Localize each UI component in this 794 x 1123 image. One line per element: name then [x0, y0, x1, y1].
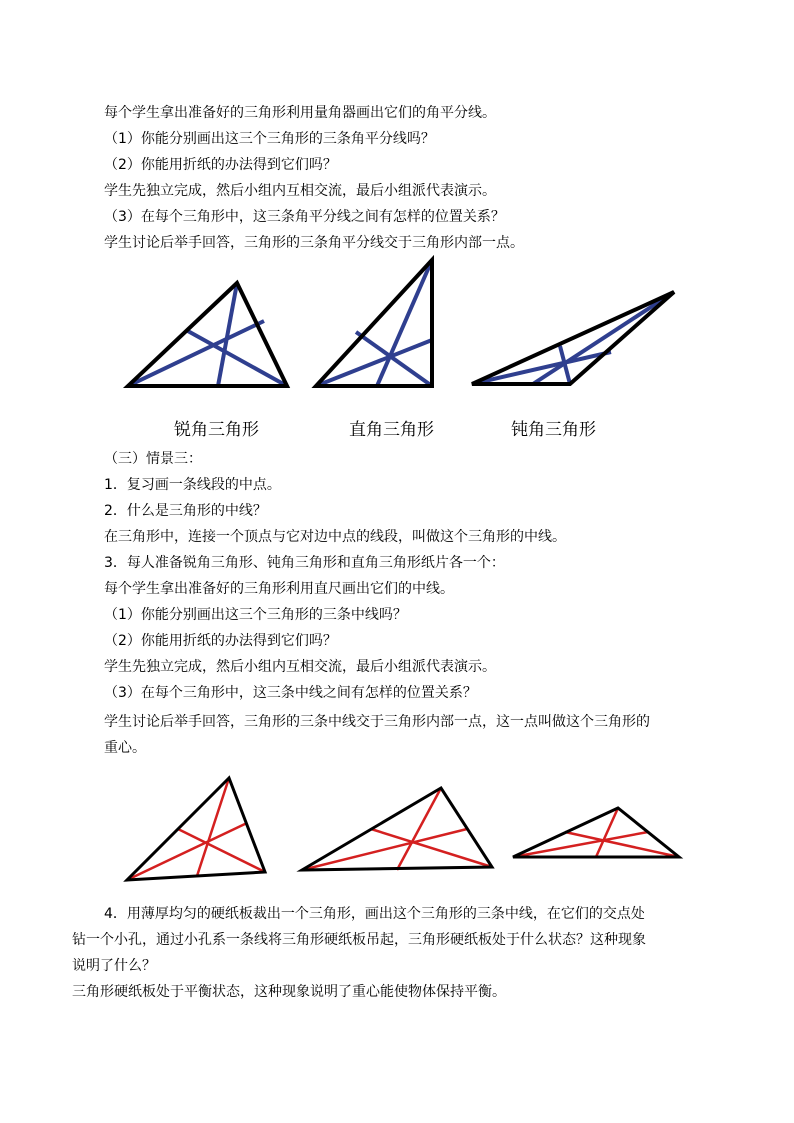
- question-2-median: （2）你能用折纸的办法得到它们吗？: [104, 633, 337, 649]
- question-3-median: （3）在每个三角形中，这三条中线之间有怎样的位置关系？: [104, 685, 477, 701]
- text-intro-bisector: 每个学生拿出准备好的三角形利用量角器画出它们的角平分线。: [104, 105, 496, 121]
- median-definition: 在三角形中，连接一个顶点与它对边中点的线段，叫做这个三角形的中线。: [104, 529, 566, 545]
- question-1-bisector: （1）你能分别画出这三个三角形的三条角平分线吗？: [104, 131, 435, 147]
- item-2-median-question: 2．什么是三角形的中线？: [104, 503, 267, 519]
- triangle-1-medians: [127, 778, 265, 880]
- answer-3-bisector: 学生讨论后举手回答，三角形的三条角平分线交于三角形内部一点。: [104, 235, 524, 251]
- question-1-median: （1）你能分别画出这三个三角形的三条中线吗？: [104, 607, 407, 623]
- section-heading-scenario-3: （三）情景三：: [104, 451, 202, 467]
- item-1-midpoint: 1．复习画一条线段的中点。: [104, 477, 281, 493]
- caption-obtuse-triangle: 钝角三角形: [511, 420, 596, 440]
- text-group-exchange: 学生先独立完成，然后小组内互相交流，最后小组派代表演示。: [104, 183, 496, 199]
- text-intro-median: 每个学生拿出准备好的三角形利用直尺画出它们的中线。: [104, 581, 454, 597]
- triangle-3-medians: [513, 808, 679, 857]
- question-2-bisector: （2）你能用折纸的办法得到它们吗？: [104, 157, 337, 173]
- item-4-line-3: 说明了什么？: [72, 958, 156, 974]
- caption-right-triangle: 直角三角形: [349, 420, 434, 440]
- triangle-2-medians: [302, 788, 492, 870]
- answer-balance: 三角形硬纸板处于平衡状态，这种现象说明了重心能使物体保持平衡。: [72, 984, 506, 1000]
- text-group-exchange-2: 学生先独立完成，然后小组内互相交流，最后小组派代表演示。: [104, 659, 496, 675]
- answer-3-median-line-1: 学生讨论后举手回答，三角形的三条中线交于三角形内部一点，这一点叫做这个三角形的: [104, 714, 650, 730]
- question-3-bisector: （3）在每个三角形中，这三条角平分线之间有怎样的位置关系？: [104, 209, 505, 225]
- item-4-line-2: 钻一个小孔，通过小孔系一条线将三角形硬纸板吊起，三角形硬纸板处于什么状态？这种现象: [72, 932, 646, 948]
- item-4-line-1: 4．用薄厚均匀的硬纸板裁出一个三角形，画出这个三角形的三条中线，在它们的交点处: [104, 906, 645, 922]
- caption-acute-triangle: 锐角三角形: [174, 420, 259, 440]
- item-3-prepare: 3．每人准备锐角三角形、钝角三角形和直角三角形纸片各一个：: [104, 555, 505, 571]
- answer-3-median-line-2: 重心。: [104, 740, 146, 756]
